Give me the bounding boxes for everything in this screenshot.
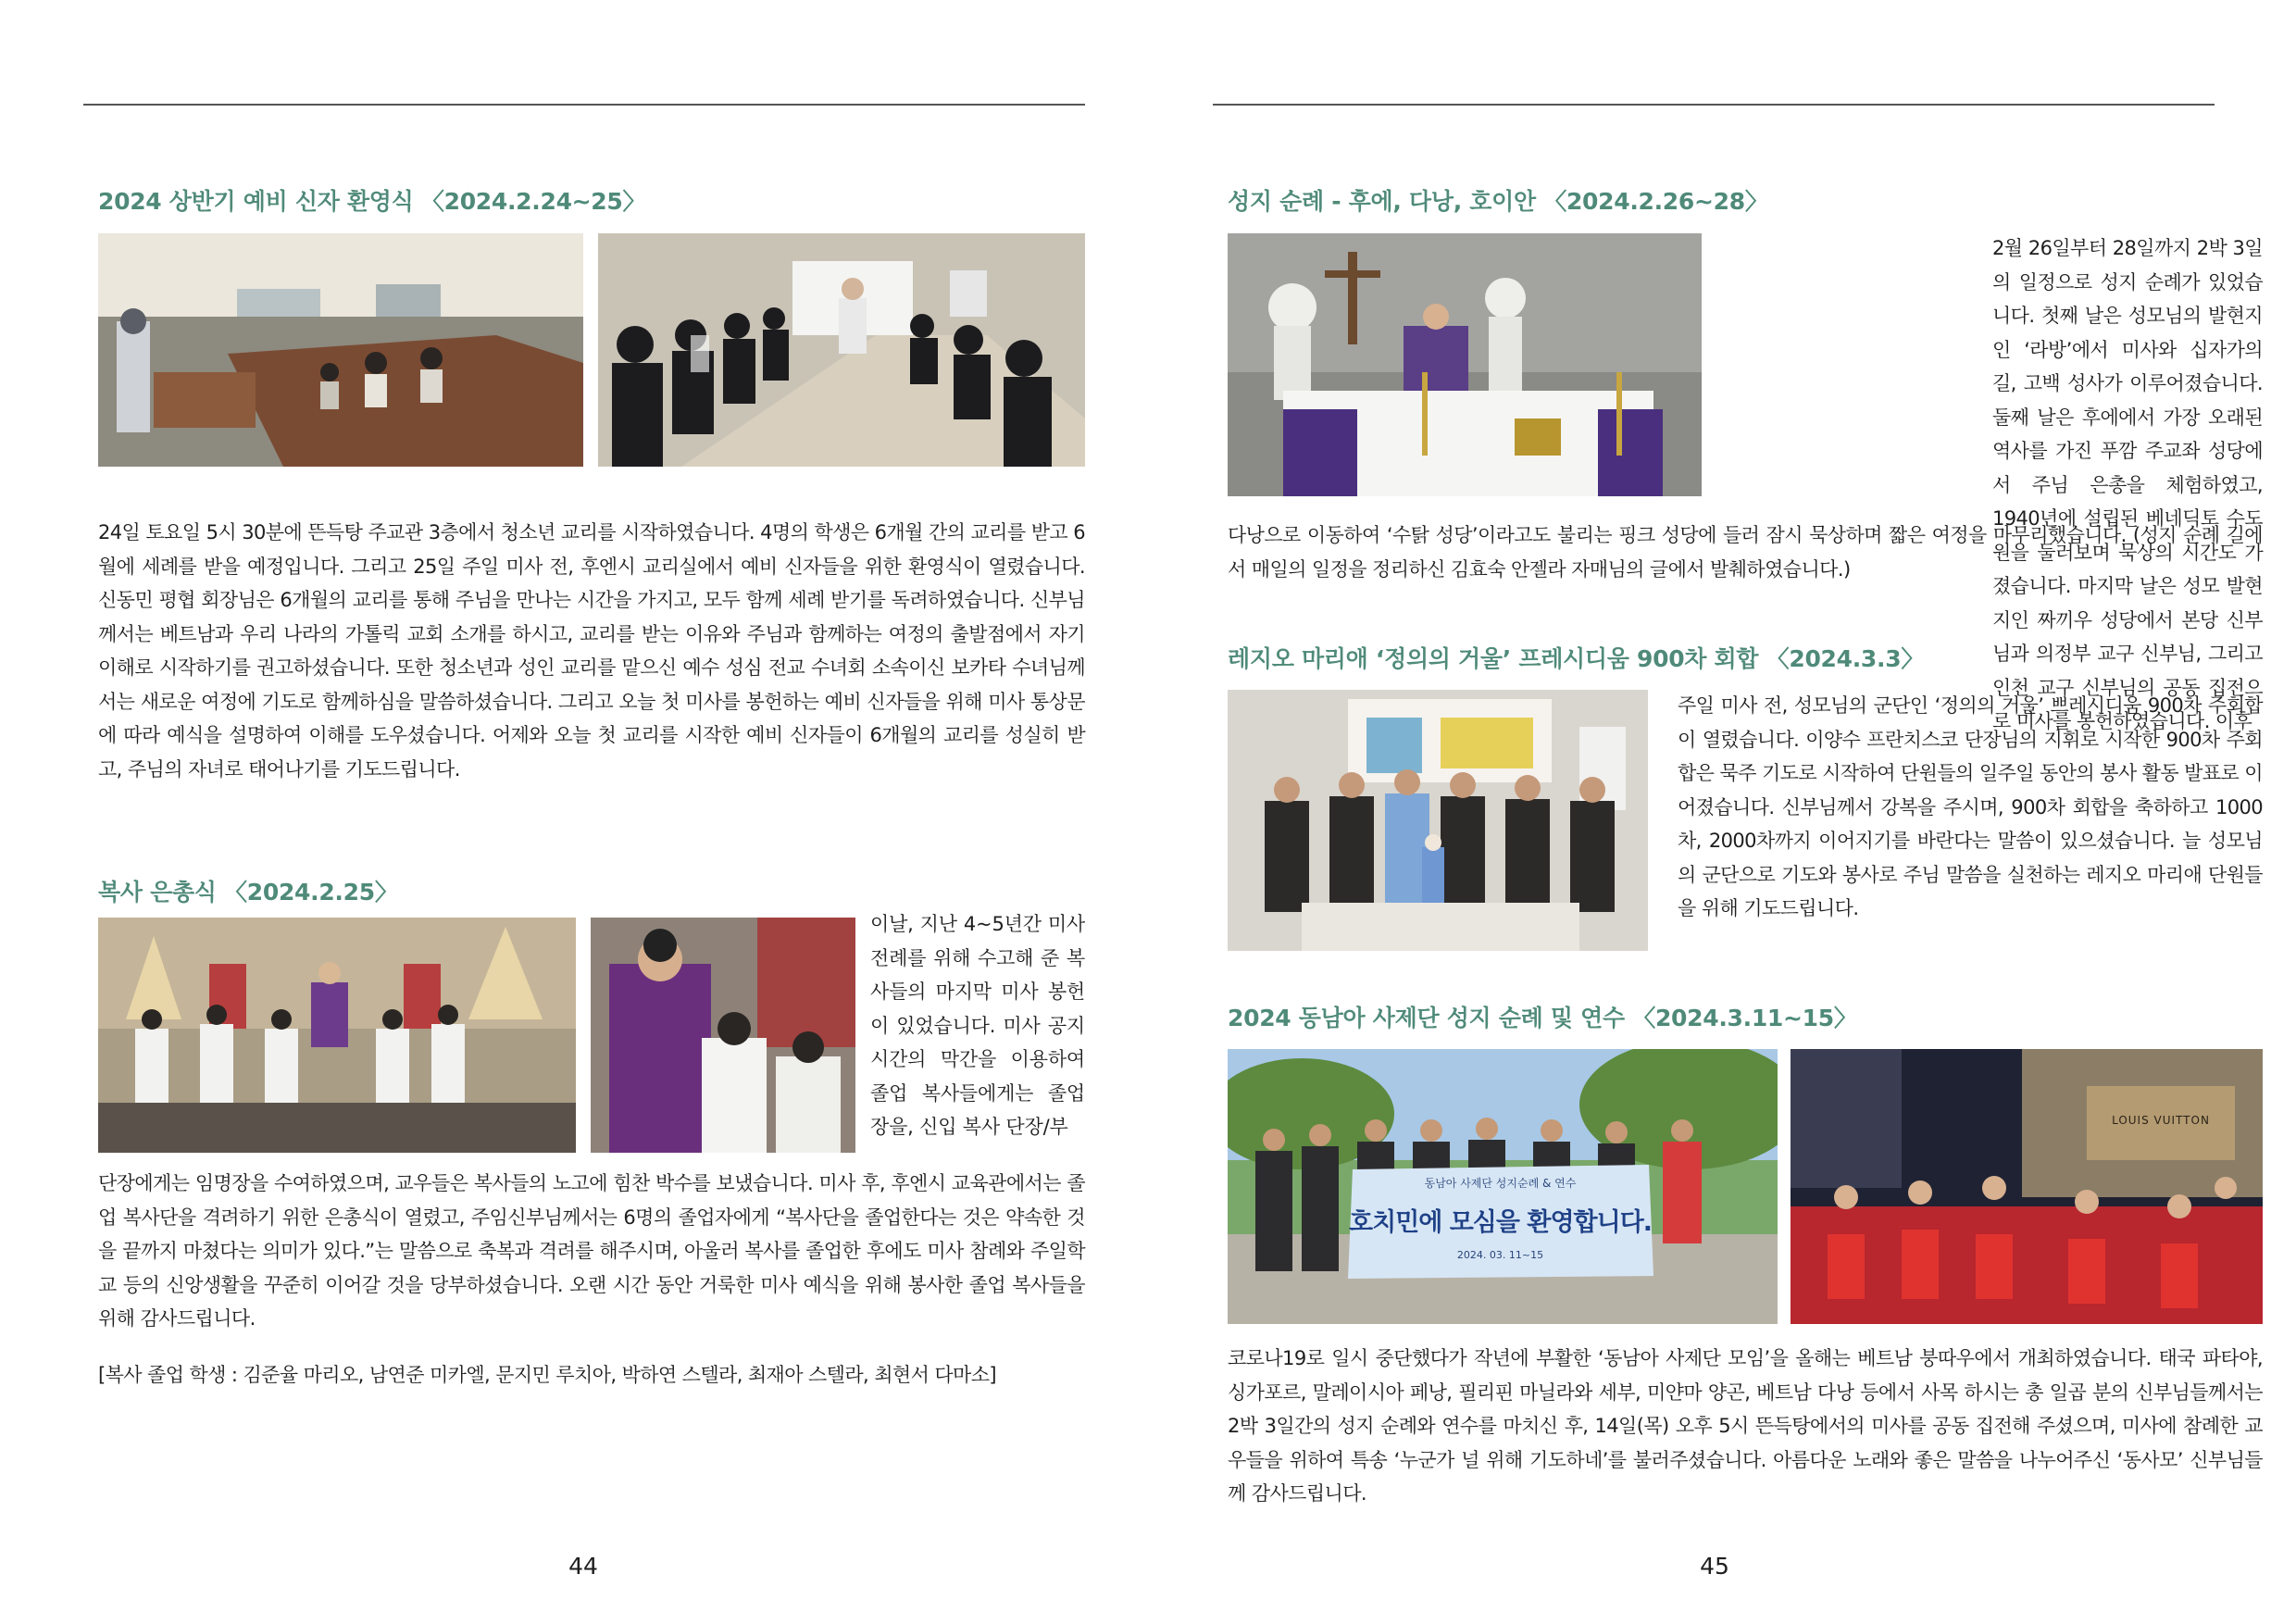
banner-title: 호치민에 모심을 환영합니다.: [1349, 1208, 1653, 1237]
legio-mariae-paragraph: 주일 미사 전, 성모님의 군단인 ‘정의의 거울’ 쁘레시디움 900차 주회합이 열렸습니다. 이양수 프란치스코 단장님의 지휘로 시작한 900차 주회합은 묵주 기도로 시작하여 단원들의 일주일 동안의 봉사 활동 발표로 이어졌습니다. 신부님께서 강복을 주시며, 900차 회합을 축하하고 1000차, 2000차까지 이어지기를 바란다는 말씀이 있으셨습니다. 늘 성모님의 군단으로 기도와 봉사로 주님 말씀을 실천하는 레지오 마리애 단원들을 위해 기도드립니다.: [1678, 694, 2263, 919]
header-rule: [83, 104, 1085, 106]
page-number: 45: [1700, 1553, 1729, 1580]
altar-servers-photo-1: [98, 918, 576, 1153]
banner-date: 2024. 03. 11~15: [1456, 1249, 1544, 1261]
night-bus-photo: [1791, 1049, 2263, 1324]
legio-mariae-photo: [1228, 690, 1648, 951]
store-sign: LOUIS VUITTON: [2112, 1114, 2210, 1127]
banner-subtitle: 동남아 사제단 성지순례 & 연수: [1424, 1177, 1577, 1190]
classroom-photo-1: [98, 233, 583, 467]
section-title: 레지오 마리애 ‘정의의 거울’ 프레시디움 900차 회합 〈2024.3.3〉: [1228, 645, 1925, 672]
section-title: 성지 순례 - 후에, 다낭, 호이안 〈2024.2.26~28〉: [1228, 188, 1768, 215]
right-page: [1148, 0, 2296, 1624]
welcome-ceremony-paragraph: 24일 토요일 5시 30분에 뜬득탕 주교관 3층에서 청소년 교리를 시작하였습니다. 4명의 학생은 6개월 간의 교리를 받고 6월에 세례를 받을 예정입니다. 그리고 25일 주일 미사 전, 후엔시 교리실에서 예비 신자들을 위한 환영식이 열렸습니다. 신동민 평협 회장님은 6개월의 교리를 통해 주님을 만나는 시간을 가지고, 모두 함께 세례 받기를 독려하였습니다. 신부님께서는 베트남과 우리 나라의 가톨릭 교회 소개를 하시고, 교리를 받는 이유와 주님과 함께하는 여정의 출발점에서 자기 이해로 시작하기를 권고하셨습니다. 또한 청소년과 성인 교리를 맡으신 예수 성심 전교 수녀회 소속이신 보카타 수녀님께서는 새로운 여정에 기도로 함께하심을 말씀하셨습니다. 그리고 오늘 첫 미사를 봉헌하는 예비 신자들을 위해 미사 통상문에 따라 예식을 설명하여 이해를 도우셨습니다. 어제와 오늘 첫 교리를 시작한 예비 신자들이 6개월의 교리를 성실히 받고, 주님의 자녀로 태어나기를 기도드립니다.: [98, 521, 1085, 781]
welcome-banner: [1349, 1168, 1652, 1275]
pilgrimage-paragraph: 다낭으로 이동하여 ‘수탉 성당’이라고도 불리는 핑크 성당에 들러 잠시 묵상하며 짧은 여정을 마무리했습니다. (성지 순례 길에서 매일의 일정을 정리하신 김효숙 안젤라 자매님의 글에서 발췌하였습니다.): [1228, 524, 2263, 581]
priests-paragraph: 코로나19로 일시 중단했다가 작년에 부활한 ‘동남아 사제단 모임’을 올해는 베트남 붕따우에서 개최하였습니다. 태국 파타야, 싱가포르, 말레이시아 페낭, 필리핀 마닐라와 세부, 미얀마 양곤, 베트남 다낭 등에서 사목 하시는 총 일곱 분의 신부님들께서는 2박 3일간의 성지 순례와 연수를 마치신 후, 14일(목) 오후 5시 뜬득탕에서의 미사를 공동 집전해 주셨으며, 미사에 참례한 교우들을 위하여 특송 ‘누군가 널 위해 기도하네’를 불러주셨습니다. 아름다운 노래와 좋은 말씀을 나누어주신 ‘동사모’ 신부님들께 감사드립니다.: [1228, 1347, 2263, 1505]
pilgrimage-side-paragraph: 2월 26일부터 28일까지 2박 3일의 일정으로 성지 순례가 있었습니다. 첫째 날은 성모님의 발현지인 ‘라방’에서 미사와 십자가의 길, 고백 성사가 이루어졌습니다. 둘째 날은 후에에서 가장 오래된 역사를 가진 푸깜 주교좌 성당에서 주님 은총을 체험하였고, 1940년에 설립된 베네딕토 수도원을 둘러보며 묵상의 시간도 가졌습니다. 마지막 날은 성모 발현지인 짜끼우 성당에서 본당 신부님과 의정부 교구 신부님, 그리고 인천 교구 신부님의 공동 집전으로 미사를 봉헌하였습니다. 이후: [1992, 237, 2263, 732]
altar-servers-paragraph: 단장에게는 임명장을 수여하였으며, 교우들은 복사들의 노고에 힘찬 박수를 보냈습니다. 미사 후, 후엔시 교육관에서는 졸업 복사단을 격려하기 위한 은총식이 열렸고, 주임신부님께서는 6명의 졸업자에게 “복사단을 졸업한다는 것은 약속한 것을 끝까지 마쳤다는 의미가 있다.”는 말씀으로 축복과 격려를 해주시며, 아울러 복사를 졸업한 후에도 미사 참례와 주일학교 등의 신앙생활을 꾸준히 이어갈 것을 당부하셨습니다. 오랜 시간 동안 거룩한 미사 예식을 위해 봉사한 졸업 복사들을 위해 감사드립니다.: [98, 1172, 1085, 1330]
section-title: 복사 은총식 〈2024.2.25〉: [98, 879, 398, 906]
section-title: 2024 동남아 사제단 성지 순례 및 연수 〈2024.3.11~15〉: [1228, 1005, 1857, 1031]
altar-servers-photo-2: [591, 918, 855, 1153]
priests-group-photo: [1228, 1049, 1778, 1324]
section-title: 2024 상반기 예비 신자 환영식 〈2024.2.24~25〉: [98, 188, 646, 215]
header-rule: [1213, 104, 2215, 106]
graduates-list: [복사 졸업 학생 : 김준율 마리오, 남연준 미카엘, 문지민 루치아, 박하연 스텔라, 최재아 스텔라, 최현서 다마소]: [98, 1364, 996, 1386]
classroom-photo-2: [598, 233, 1085, 467]
pilgrimage-mass-photo: [1228, 233, 1702, 496]
page-number: 44: [568, 1553, 598, 1580]
altar-servers-side-paragraph: 이날, 지난 4~5년간 미사 전례를 위해 수고해 준 복사들의 마지막 미사 봉헌이 있었습니다. 미사 공지 시간의 막간을 이용하여 졸업 복사들에게는 졸업장을, 신입 복사 단장/부: [870, 913, 1085, 1138]
